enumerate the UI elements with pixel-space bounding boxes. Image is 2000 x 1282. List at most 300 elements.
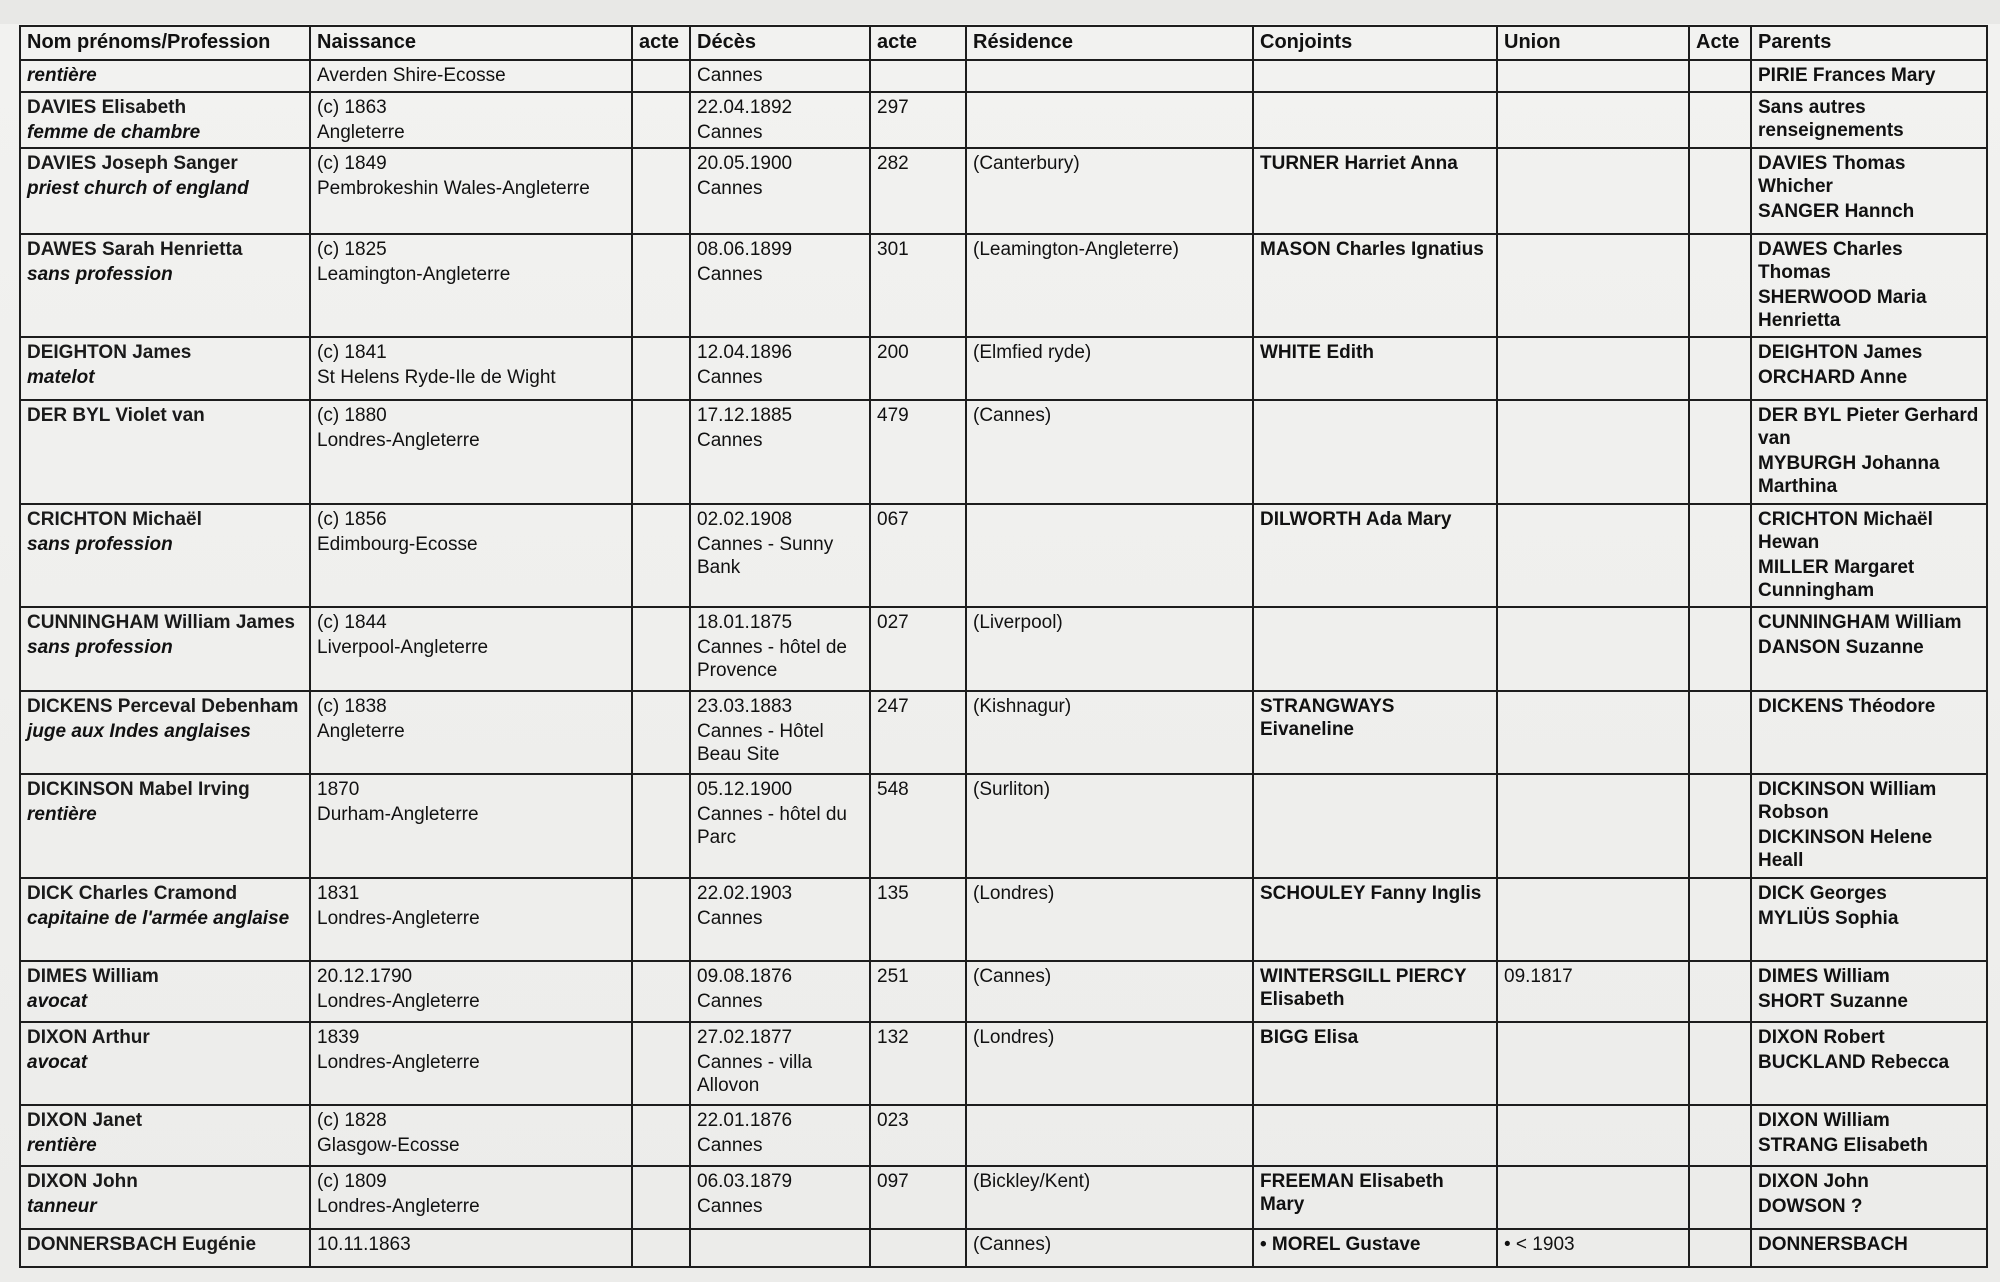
birth-act-cell: [632, 337, 690, 400]
birth-place: Liverpool-Angleterre: [317, 636, 489, 658]
parent-father: PIRIE Frances Mary: [1758, 65, 1936, 86]
birth-act-cell: [632, 1105, 690, 1165]
death-date: 05.12.1900: [697, 779, 793, 801]
birth-act-cell: [632, 60, 690, 92]
death-cell: [690, 1229, 870, 1267]
parent-father: DICKENS Théodore: [1758, 695, 1936, 717]
birth-act-cell: [632, 1166, 690, 1229]
death-act-cell: [870, 774, 966, 877]
parent-mother: MILLER Margaret Cunningham: [1758, 556, 1915, 601]
table-row: [20, 504, 1987, 607]
parents-cell: [1751, 234, 1987, 337]
death-act-cell: [870, 1022, 966, 1106]
death-act-cell: [870, 1166, 966, 1229]
death-act-number: 135: [877, 882, 909, 904]
parent-father: DIMES William: [1758, 966, 1890, 988]
birth-date: (c) 1825: [317, 238, 387, 260]
death-place: Cannes: [697, 366, 763, 388]
birth-date: (c) 1841: [317, 341, 387, 363]
birth-act-cell: [632, 400, 690, 503]
birth-place: Durham-Angleterre: [317, 804, 479, 826]
birth-date: (c) 1828: [317, 1110, 387, 1132]
spouse-cell: [1253, 60, 1497, 92]
profession: tanneur: [27, 1195, 97, 1217]
header-deces: Décès: [690, 26, 870, 60]
death-place: Cannes: [697, 907, 763, 929]
death-act-number: 067: [877, 508, 909, 530]
parent-father: DAWES Charles Thomas: [1758, 238, 1903, 283]
name-cell: [20, 1166, 310, 1229]
birth-cell: [310, 774, 632, 877]
spouse: STRANGWAYS Eivaneline: [1260, 695, 1395, 740]
death-cell: [690, 1105, 870, 1165]
birth-cell: [310, 400, 632, 503]
death-cell: [690, 961, 870, 1021]
parents-cell: [1751, 1229, 1987, 1267]
parent-mother: MYBURGH Johanna Marthina: [1758, 453, 1940, 498]
parent-father: Sans autres renseignements: [1758, 96, 1904, 141]
spouse-cell: [1253, 400, 1497, 503]
death-place: Cannes - Hôtel Beau Site: [697, 720, 824, 765]
birth-cell: [310, 1229, 632, 1267]
birth-act-cell: [632, 691, 690, 775]
spouse-cell: [1253, 337, 1497, 400]
parent-father: DIXON William: [1758, 1110, 1890, 1132]
residence-cell: [966, 92, 1253, 148]
residence: (Cannes): [973, 966, 1052, 988]
birth-date: 1870: [317, 779, 360, 801]
name-cell: [20, 1105, 310, 1165]
union-act-cell: [1689, 1166, 1751, 1229]
union-date: • < 1903: [1504, 1234, 1575, 1256]
spouse: SCHOULEY Fanny Inglis: [1260, 882, 1482, 904]
union-cell: [1497, 234, 1689, 337]
parent-mother: MYLIÜS Sophia: [1758, 907, 1899, 929]
residence-cell: [966, 607, 1253, 691]
table-row: [20, 400, 1987, 503]
birth-act-cell: [632, 878, 690, 962]
death-act-cell: [870, 504, 966, 607]
profession: rentière: [27, 65, 97, 86]
birth-cell: [310, 1022, 632, 1106]
residence-cell: [966, 337, 1253, 400]
union-cell: [1497, 92, 1689, 148]
union-act-cell: [1689, 60, 1751, 92]
parent-father: DONNERSBACH: [1758, 1234, 1908, 1256]
profession: matelot: [27, 366, 95, 388]
birth-cell: [310, 337, 632, 400]
birth-act-cell: [632, 504, 690, 607]
residence: (Cannes): [973, 405, 1052, 427]
profession: sans profession: [27, 636, 173, 658]
union-act-cell: [1689, 878, 1751, 962]
death-cell: [690, 400, 870, 503]
union-act-cell: [1689, 400, 1751, 503]
birth-place: St Helens Ryde-Ile de Wight: [317, 366, 556, 388]
death-act-number: 132: [877, 1026, 909, 1048]
person-name: DIMES William: [27, 966, 159, 988]
union-cell: [1497, 400, 1689, 503]
profession: juge aux Indes anglaises: [27, 720, 251, 742]
spouse: • MOREL Gustave: [1260, 1234, 1421, 1256]
death-act-number: 297: [877, 96, 909, 118]
death-date: 18.01.1875: [697, 611, 793, 633]
table-row: [20, 337, 1987, 400]
birth-place: Angleterre: [317, 720, 405, 742]
table-row: [20, 1105, 1987, 1165]
spouse-cell: [1253, 1105, 1497, 1165]
union-act-cell: [1689, 504, 1751, 607]
death-act-number: 023: [877, 1110, 909, 1132]
table-row: [20, 691, 1987, 775]
death-date: 02.02.1908: [697, 508, 793, 530]
birth-act-cell: [632, 1229, 690, 1267]
union-act-cell: [1689, 148, 1751, 234]
person-name: DIXON John: [27, 1170, 138, 1192]
union-cell: [1497, 878, 1689, 962]
parent-mother: DICKINSON Helene Heall: [1758, 827, 1933, 872]
union-date: 09.1817: [1504, 966, 1573, 988]
birth-act-cell: [632, 148, 690, 234]
death-act-cell: [870, 148, 966, 234]
death-date: 09.08.1876: [697, 966, 793, 988]
death-act-cell: [870, 60, 966, 92]
parents-cell: [1751, 1166, 1987, 1229]
spouse: FREEMAN Elisabeth Mary: [1260, 1170, 1444, 1215]
union-act-cell: [1689, 691, 1751, 775]
union-act-cell: [1689, 92, 1751, 148]
death-date: 27.02.1877: [697, 1026, 793, 1048]
spouse-cell: [1253, 1166, 1497, 1229]
union-cell: [1497, 961, 1689, 1021]
profession: rentière: [27, 1135, 97, 1157]
person-name: DIXON Janet: [27, 1110, 143, 1132]
person-name: DONNERSBACH Eugénie: [27, 1234, 257, 1256]
death-act-cell: [870, 878, 966, 962]
parents-cell: [1751, 92, 1987, 148]
death-act-number: 548: [877, 779, 909, 801]
header-acte-deces: acte: [870, 26, 966, 60]
birth-cell: [310, 1105, 632, 1165]
table-row: [20, 148, 1987, 234]
spouse-cell: [1253, 691, 1497, 775]
name-cell: [20, 607, 310, 691]
header-acte-union: Acte: [1689, 26, 1751, 60]
death-place: Cannes: [697, 991, 763, 1013]
profession: capitaine de l'armée anglaise: [27, 907, 290, 929]
death-act-number: 282: [877, 152, 909, 174]
death-date: 23.03.1883: [697, 695, 793, 717]
profession: avocat: [27, 1051, 88, 1073]
parents-cell: [1751, 607, 1987, 691]
birth-place: Londres-Angleterre: [317, 430, 480, 452]
person-name: DAVIES Elisabeth: [27, 96, 187, 118]
birth-cell: [310, 92, 632, 148]
birth-act-cell: [632, 607, 690, 691]
profession: avocat: [27, 991, 88, 1013]
death-act-cell: [870, 337, 966, 400]
table-row: [20, 1166, 1987, 1229]
spouse: MASON Charles Ignatius: [1260, 238, 1484, 260]
birth-cell: [310, 1166, 632, 1229]
death-cell: [690, 92, 870, 148]
birth-place: Pembrokeshin Wales-Angleterre: [317, 177, 590, 199]
spouse: BIGG Elisa: [1260, 1026, 1359, 1048]
table-row: [20, 774, 1987, 877]
table-row: [20, 1022, 1987, 1106]
parent-father: CUNNINGHAM William: [1758, 611, 1962, 633]
death-place: Cannes: [697, 177, 763, 199]
name-cell: [20, 400, 310, 503]
residence-cell: [966, 1105, 1253, 1165]
parents-cell: [1751, 60, 1987, 92]
person-name: DAWES Sarah Henrietta: [27, 238, 243, 260]
table-row: [20, 60, 1987, 92]
profession: sans profession: [27, 533, 173, 555]
person-name: DICKINSON Mabel Irving: [27, 779, 250, 801]
person-name: DIXON Arthur: [27, 1026, 150, 1048]
union-cell: [1497, 337, 1689, 400]
birth-date: 10.11.1863: [317, 1234, 411, 1256]
table-row: [20, 878, 1987, 962]
residence-cell: [966, 504, 1253, 607]
spouse-cell: [1253, 607, 1497, 691]
spouse-cell: [1253, 1022, 1497, 1106]
death-act-number: 247: [877, 695, 909, 717]
parent-father: DEIGHTON James: [1758, 341, 1923, 363]
death-place: Cannes: [697, 430, 763, 452]
name-cell: [20, 148, 310, 234]
death-cell: [690, 234, 870, 337]
union-act-cell: [1689, 961, 1751, 1021]
union-cell: [1497, 148, 1689, 234]
union-act-cell: [1689, 1105, 1751, 1165]
parents-cell: [1751, 337, 1987, 400]
spouse: WHITE Edith: [1260, 341, 1374, 363]
name-cell: [20, 1229, 310, 1267]
residence: (Kishnagur): [973, 695, 1072, 717]
header-conjoints: Conjoints: [1253, 26, 1497, 60]
death-cell: [690, 1166, 870, 1229]
union-cell: [1497, 691, 1689, 775]
parent-father: DIXON John: [1758, 1170, 1869, 1192]
birth-act-cell: [632, 1022, 690, 1106]
birth-date: (c) 1838: [317, 695, 387, 717]
birth-act-cell: [632, 774, 690, 877]
birth-cell: [310, 878, 632, 962]
birth-cell: [310, 234, 632, 337]
profession: priest church of england: [27, 177, 249, 199]
table-row: [20, 607, 1987, 691]
header-residence: Résidence: [966, 26, 1253, 60]
profession: sans profession: [27, 263, 173, 285]
death-cell: [690, 148, 870, 234]
person-name: DER BYL Violet van: [27, 405, 205, 427]
death-date: 22.04.1892: [697, 96, 793, 118]
death-cell: [690, 337, 870, 400]
header-parents: Parents: [1751, 26, 1987, 60]
death-act-number: 027: [877, 611, 909, 633]
birth-date: (c) 1849: [317, 152, 387, 174]
profession: femme de chambre: [27, 121, 201, 143]
table-row: [20, 234, 1987, 337]
residence: (Londres): [973, 1026, 1055, 1048]
parent-mother: ORCHARD Anne: [1758, 366, 1908, 388]
residence-cell: [966, 774, 1253, 877]
residence: (Cannes): [973, 1234, 1052, 1256]
person-name: CRICHTON Michaël: [27, 508, 202, 530]
union-act-cell: [1689, 337, 1751, 400]
birth-act-cell: [632, 234, 690, 337]
death-act-cell: [870, 1229, 966, 1267]
death-act-number: 251: [877, 966, 909, 988]
death-act-cell: [870, 691, 966, 775]
residence-cell: [966, 878, 1253, 962]
death-cell: [690, 1022, 870, 1106]
death-date: 08.06.1899: [697, 238, 793, 260]
birth-place: Glasgow-Ecosse: [317, 1135, 460, 1157]
death-place: Cannes: [697, 121, 763, 143]
union-cell: [1497, 1105, 1689, 1165]
parent-mother: STRANG Elisabeth: [1758, 1135, 1928, 1157]
birth-cell: [310, 148, 632, 234]
death-act-number: 479: [877, 405, 909, 427]
parent-father: CRICHTON Michaël Hewan: [1758, 508, 1933, 553]
parents-cell: [1751, 878, 1987, 962]
union-cell: [1497, 774, 1689, 877]
death-date: 20.05.1900: [697, 152, 793, 174]
table-row: [20, 92, 1987, 148]
parent-father: DER BYL Pieter Gerhard van: [1758, 405, 1979, 450]
parent-mother: DANSON Suzanne: [1758, 636, 1924, 658]
birth-place: Londres-Angleterre: [317, 907, 480, 929]
parents-cell: [1751, 400, 1987, 503]
parent-mother: BUCKLAND Rebecca: [1758, 1051, 1950, 1073]
death-place: Cannes: [697, 263, 763, 285]
parent-mother: SANGER Hannch: [1758, 200, 1915, 222]
union-cell: [1497, 60, 1689, 92]
parents-cell: [1751, 691, 1987, 775]
death-date: 06.03.1879: [697, 1170, 793, 1192]
birth-cell: [310, 607, 632, 691]
register-table: [19, 25, 1988, 1268]
spouse: DILWORTH Ada Mary: [1260, 508, 1452, 530]
residence-cell: [966, 60, 1253, 92]
death-act-cell: [870, 92, 966, 148]
death-date: 22.01.1876: [697, 1110, 793, 1132]
name-cell: [20, 234, 310, 337]
union-act-cell: [1689, 607, 1751, 691]
spouse-cell: [1253, 878, 1497, 962]
name-cell: [20, 878, 310, 962]
birth-date: (c) 1809: [317, 1170, 387, 1192]
residence-cell: [966, 961, 1253, 1021]
birth-cell: [310, 60, 632, 92]
union-act-cell: [1689, 1022, 1751, 1106]
residence-cell: [966, 1022, 1253, 1106]
death-place: Cannes - villa Allovon: [697, 1051, 813, 1096]
union-cell: [1497, 1166, 1689, 1229]
death-date: 22.02.1903: [697, 882, 793, 904]
name-cell: [20, 60, 310, 92]
residence-cell: [966, 691, 1253, 775]
birth-cell: [310, 961, 632, 1021]
death-cell: [690, 878, 870, 962]
death-place: Cannes - hôtel de Provence: [697, 636, 847, 681]
residence-cell: [966, 148, 1253, 234]
death-cell: [690, 60, 870, 92]
parents-cell: [1751, 774, 1987, 877]
residence-cell: [966, 1166, 1253, 1229]
death-place: Cannes: [697, 1195, 763, 1217]
spouse-cell: [1253, 1229, 1497, 1267]
parent-mother: DOWSON ?: [1758, 1195, 1863, 1217]
spouse: TURNER Harriet Anna: [1260, 152, 1458, 174]
birth-date: (c) 1863: [317, 96, 387, 118]
name-cell: [20, 961, 310, 1021]
union-cell: [1497, 1229, 1689, 1267]
residence-cell: [966, 1229, 1253, 1267]
parents-cell: [1751, 504, 1987, 607]
parents-cell: [1751, 1022, 1987, 1106]
header-union: Union: [1497, 26, 1689, 60]
birth-date: 20.12.1790: [317, 966, 413, 988]
birth-place: Angleterre: [317, 121, 405, 143]
spouse-cell: [1253, 774, 1497, 877]
name-cell: [20, 1022, 310, 1106]
birth-date: (c) 1844: [317, 611, 387, 633]
death-act-cell: [870, 400, 966, 503]
header-acte-naissance: acte: [632, 26, 690, 60]
death-cell: [690, 774, 870, 877]
birth-place: Londres-Angleterre: [317, 1195, 480, 1217]
birth-place: Londres-Angleterre: [317, 1051, 480, 1073]
name-cell: [20, 691, 310, 775]
death-date: Cannes: [697, 65, 763, 86]
header-row: [20, 26, 1987, 60]
parent-mother: SHORT Suzanne: [1758, 991, 1908, 1013]
birth-cell: [310, 691, 632, 775]
residence: (Londres): [973, 882, 1055, 904]
birth-date: 1831: [317, 882, 360, 904]
union-cell: [1497, 1022, 1689, 1106]
spouse-cell: [1253, 92, 1497, 148]
birth-date: Averden Shire-Ecosse: [317, 65, 506, 86]
death-act-cell: [870, 607, 966, 691]
death-place: Cannes: [697, 1135, 763, 1157]
header-naissance: Naissance: [310, 26, 632, 60]
death-act-cell: [870, 961, 966, 1021]
residence: (Canterbury): [973, 152, 1080, 174]
union-act-cell: [1689, 234, 1751, 337]
residence: (Leamington-Angleterre): [973, 238, 1179, 260]
birth-act-cell: [632, 961, 690, 1021]
spouse-cell: [1253, 234, 1497, 337]
person-name: CUNNINGHAM William James: [27, 611, 295, 633]
residence: (Liverpool): [973, 611, 1063, 633]
spouse: WINTERSGILL PIERCY Elisabeth: [1260, 966, 1467, 1011]
death-cell: [690, 691, 870, 775]
person-name: DICKENS Perceval Debenham: [27, 695, 299, 717]
person-name: DAVIES Joseph Sanger: [27, 152, 238, 174]
death-place: Cannes - hôtel du Parc: [697, 804, 847, 849]
birth-date: 1839: [317, 1026, 360, 1048]
parents-cell: [1751, 1105, 1987, 1165]
table-row: [20, 1229, 1987, 1267]
spouse-cell: [1253, 504, 1497, 607]
death-act-number: 097: [877, 1170, 909, 1192]
person-name: DICK Charles Cramond: [27, 882, 238, 904]
